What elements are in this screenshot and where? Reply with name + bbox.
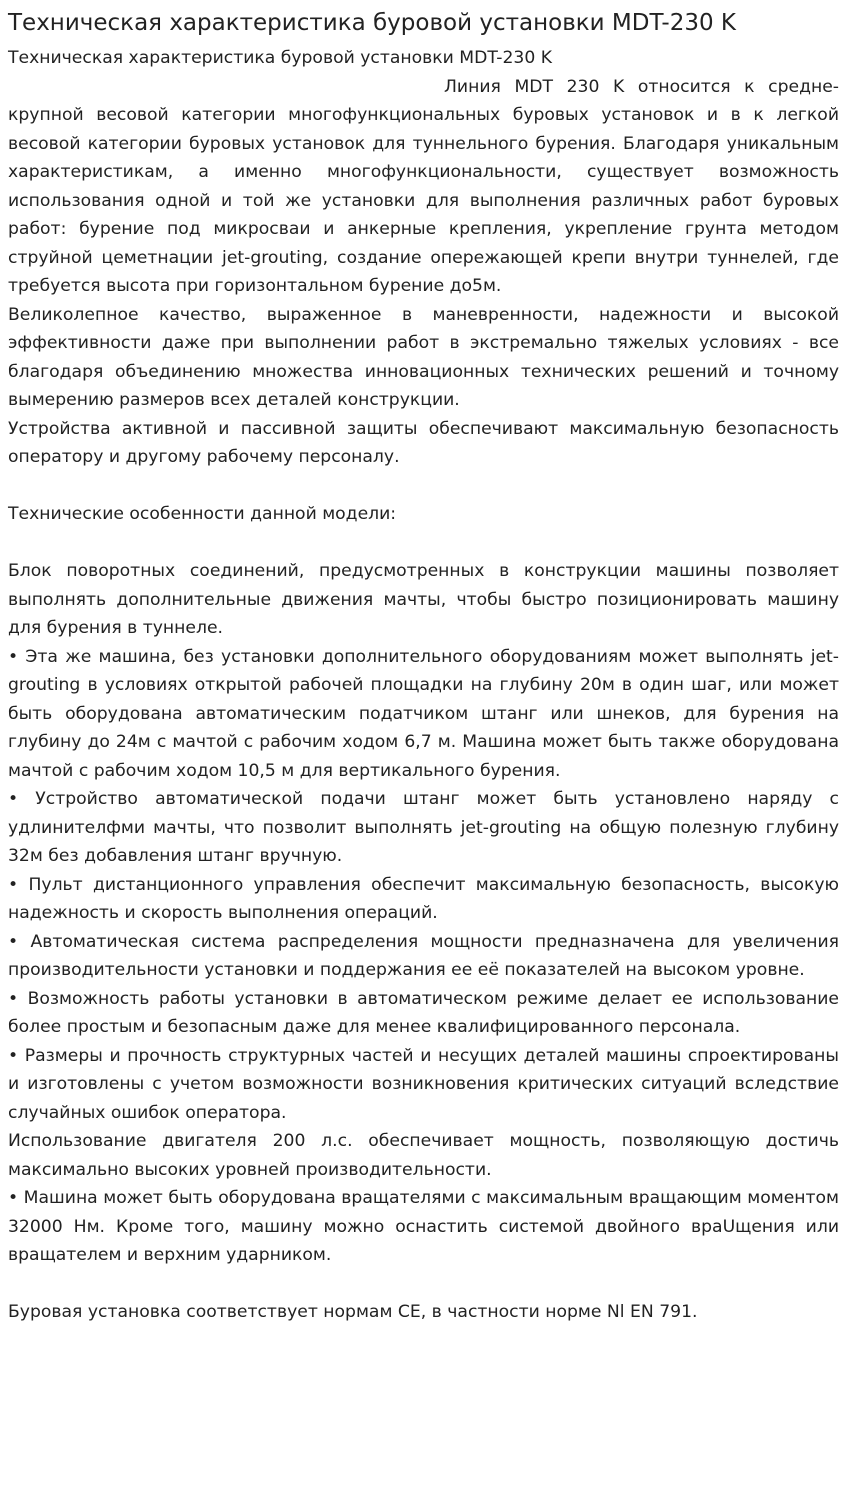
feature-bullet: • Машина может быть оборудована вращателями с максимальным вращающим моментом 32000 Нм. Кроме того, машину можно оснастить системой двойного враUщения или вращателем и верхним ударником. (8, 1188, 839, 1265)
safety-paragraph: Устройства активной и пассивной защиты обеспечивают максимальную безопасность оператору и другому рабочему персоналу. (8, 418, 839, 467)
features-heading: Технические особенности данной модели: (8, 504, 397, 524)
document-page (0, 6, 847, 1327)
intro-paragraph: Линия MDT 230 K относится к средне-крупной весовой категории многофункциональных буровых установок и в к легкой весовой категории буровых установок для туннельного бурения. Благодаря уникальным характеристикам, а именно многофункциональности, существует возможность использования одной и той же установки для выполнения различных работ буровых работ: бурение под микросваи и анкерные крепления, укрепление грунта методом струйной цеметнации jet-grouting, создание опережающей крепи внутри туннелей, где требуется высота при горизонтальном бурение до5м. (8, 76, 839, 296)
spacer (8, 529, 839, 558)
document-body (8, 44, 839, 1327)
feature-bullet: • Возможность работы установки в автоматическом режиме делает ее использование более простым и безопасным даже для менее квалифицированного персонала. (8, 988, 839, 1037)
spacer (8, 1270, 839, 1299)
page-title: Техническая характеристика буровой установки MDT-230 K (8, 10, 736, 36)
feature-bullet: • Устройство автоматической подачи штанг может быть установлено наряду с удлинителфми мачты, что позволит выполнять jet-grouting на общую полезную глубину 32м без добавления штанг вручную. (8, 789, 839, 866)
feature-bullet: • Автоматическая система распределения мощности предназначена для увеличения производительности установки и поддержания ее её показателей на высоком уровне. (8, 931, 839, 980)
compliance-paragraph: Буровая установка соответствует нормам CE, в частности норме Nl EN 791. (8, 1302, 698, 1322)
quality-paragraph: Великолепное качество, выраженное в маневренности, надежности и высокой эффективности даже при выполнении работ в экстремально тяжелых условиях - все благодаря объединению множества инновационных технических решений и точному вымерению размеров всех деталей конструкции. (8, 304, 839, 410)
engine-paragraph: Использование двигателя 200 л.с. обеспечивает мощность, позволяющую достичь максимально высоких уровней производительности. (8, 1131, 839, 1180)
document-subtitle: Техническая характеристика буровой установки MDT-230 K (8, 48, 553, 68)
feature-bullet: • Эта же машина, без установки дополнительного оборудованиям может выполнять jet-grouting в условиях открытой рабочей площадки на глубину 20м в один шаг, или может быть оборудована автоматическим податчиком штанг или шнеков, для бурения на глубину до 24м с мачтой с рабочим ходом 6,7 м. Машина может быть также оборудована мачтой с рабочим ходом 10,5 м для вертикального бурения. (8, 646, 839, 781)
feature-bullet: • Размеры и прочность структурных частей и несущих деталей машины спроектированы и изготовлены с учетом возможности возникновения критических ситуаций вследствие случайных ошибок оператора. (8, 1045, 839, 1123)
feature-bullet: • Пульт дистанционного управления обеспечит максимальную безопасность, высокую надежность и скорость выполнения операций. (8, 874, 839, 923)
spacer (8, 472, 839, 501)
rotary-block-paragraph: Блок поворотных соединений, предусмотренных в конструкции машины позволяет выполнять дополнительные движения мачты, чтобы быстро позиционировать машину для бурения в туннеле. (8, 561, 839, 638)
